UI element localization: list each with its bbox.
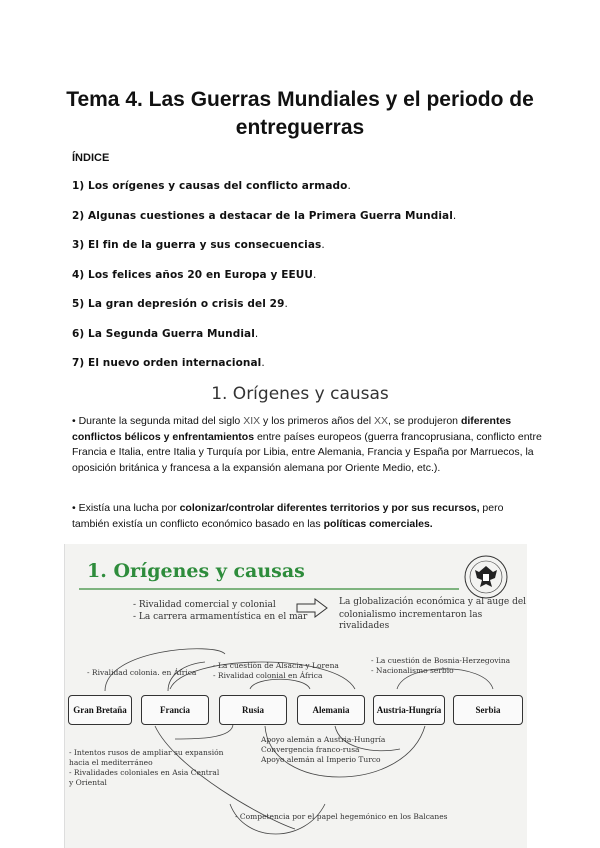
box-rusia: Rusia — [219, 695, 287, 725]
toc-item-text: 6) La Segunda Guerra Mundial — [72, 327, 255, 340]
p1-text-a: • Durante la segunda mitad del siglo — [72, 415, 244, 427]
p2-bold-1: colonizar/controlar diferentes territorios y por sus recursos, — [179, 502, 480, 514]
indice-label: ÍNDICE — [72, 152, 110, 164]
slide-text-rusos-2: hacia el mediterráneo — [69, 758, 153, 767]
box-francia: Francia — [141, 695, 209, 725]
toc-item — [72, 328, 456, 358]
table-of-contents — [72, 180, 456, 387]
toc-item-text: 4) Los felices años 20 en Europa y EEUU — [72, 268, 314, 281]
p2-text-b: pero también existía un conflicto económico basado en las — [72, 502, 504, 530]
box-gran-bretana: Gran Bretaña — [68, 695, 132, 725]
toc-item-punct: . — [261, 357, 265, 369]
toc-item — [72, 210, 456, 240]
p1-century-19: XIX — [243, 415, 261, 427]
p2-bold-2: políticas comerciales. — [323, 517, 433, 530]
toc-item — [72, 357, 456, 387]
paragraph-2 — [72, 501, 542, 532]
slide-title: 1. Orígenes y causas — [87, 560, 305, 582]
slide-text-alsacia-1: - La cuestión de Alsacia y Lorena — [213, 661, 339, 670]
section-heading: 1. Orígenes y causas — [211, 384, 389, 404]
slide-text-convergencia: Convergencia franco-rusa — [261, 745, 360, 754]
toc-item-text: 3) El fin de la guerra y sus consecuencias — [72, 239, 322, 251]
p1-text-e: , se produjeron — [387, 415, 461, 427]
p1-century-20: XX — [373, 415, 388, 427]
toc-item-text: 1) Los orígenes y causas del conflicto armado — [72, 180, 348, 192]
toc-item-punct: . — [284, 298, 288, 310]
toc-item-text: 2) Algunas cuestiones a destacar de la Primera Guerra Mundial — [72, 209, 453, 222]
page-title: Tema 4. Las Guerras Mundiales y el periodo de entreguerras — [66, 88, 534, 139]
toc-item — [72, 180, 456, 210]
slide-text-rivalidad-comercial: - Rivalidad comercial y colonial — [133, 600, 276, 610]
box-serbia: Serbia — [453, 695, 523, 725]
box-austria-hungria: Austria-Hungría — [373, 695, 445, 725]
p2-text-a: • Existía una lucha por — [72, 502, 180, 514]
slide-text-globalizacion-1: La globalización económica y al auge del — [339, 597, 527, 607]
p1-text-c: y los primeros años del — [260, 415, 374, 427]
slide-text-rivalidad-africa: - Rivalidad colonia. en África — [87, 668, 197, 677]
box-alemania: Alemania — [297, 695, 365, 725]
toc-item-punct: . — [347, 180, 351, 192]
slide-text-apoyo-austria: Apoyo alemán a Austria-Hungría — [261, 735, 386, 744]
slide-image — [64, 544, 527, 848]
toc-item-punct: . — [452, 209, 457, 222]
slide-text-rusos-4: y Oriental — [69, 778, 107, 787]
slide-text-carrera-armamentistica: - La carrera armamentística en el mar — [133, 612, 308, 622]
toc-item-text: 5) La gran depresión o crisis del 29 — [72, 298, 285, 310]
toc-item-text: 7) El nuevo orden internacional — [72, 357, 262, 369]
toc-item-punct: . — [321, 239, 325, 251]
toc-item-punct: . — [254, 327, 259, 340]
slide-text-balcanes: - Competencia por el papel hegemónico en los Balcanes — [235, 812, 448, 821]
slide-text-globalizacion-2: colonialismo incrementaron las rivalidades — [339, 610, 483, 631]
slide-text-rusos-1: - Intentos rusos de ampliar su expansión — [69, 748, 224, 757]
slide-text-rusos-3: - Rivalidades coloniales en Asia Central — [69, 768, 220, 777]
slide-text-bosnia-1: - La cuestión de Bosnia-Herzegovina — [371, 656, 511, 665]
slide-text-nacionalismo-serbio: - Nacionalismo serbio — [371, 666, 454, 675]
paragraph-1 — [72, 414, 542, 476]
toc-item — [72, 269, 456, 299]
p1-bold: diferentes conflictos bélicos y enfrentamientos — [72, 415, 512, 443]
slide-text-apoyo-turco: Apoyo alemán al Imperio Turco — [261, 755, 381, 764]
p1-rest: entre países europeos (guerra francoprusiana, conflicto entre Francia e Italia, entre Italia y Turquía por Libia, entre Alemania, Francia y España por Marruecos, la oposición británica y francesa a la expansión alemana por Oriente Medio, etc.). — [72, 430, 542, 474]
toc-item — [72, 298, 456, 328]
slide-text-alsacia-2: - Rivalidad colonial en África — [213, 671, 323, 680]
toc-item — [72, 239, 456, 269]
toc-item-punct: . — [313, 268, 317, 281]
